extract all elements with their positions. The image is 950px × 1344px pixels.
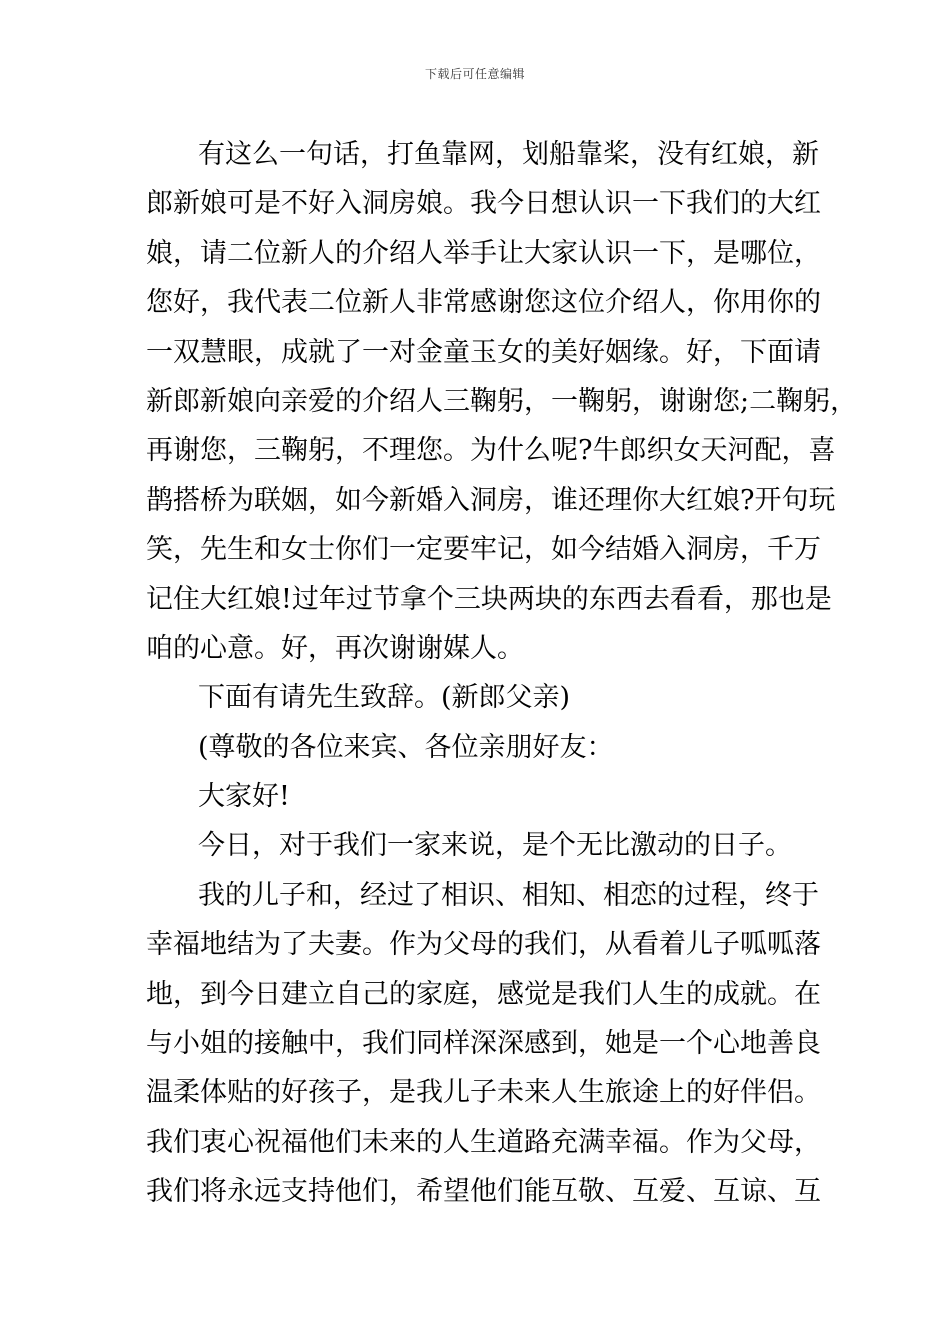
page-header: 下载后可任意编辑 bbox=[424, 67, 525, 81]
text-line: 有这么一句话，打鱼靠网，划船靠桨，没有红娘，新 bbox=[198, 139, 819, 170]
text-line: 再谢您，三鞠躬，不理您。为什么呢?牛郎织女天河配，喜 bbox=[146, 435, 836, 467]
text-line: 记住大红娘!过年过节拿个三块两块的东西去看看，那也是 bbox=[146, 583, 832, 615]
text-line: 大家好! bbox=[198, 781, 290, 813]
text-line: 您好，我代表二位新人非常感谢您这位介绍人，你用你的 bbox=[146, 287, 821, 319]
text-line: 一双慧眼，成就了一对金童玉女的美好姻缘。好，下面请 bbox=[146, 336, 821, 368]
text-line: 娘，请二位新人的介绍人举手让大家认识一下，是哪位， bbox=[146, 237, 821, 269]
text-line: 地，到今日建立自己的家庭，感觉是我们人生的成就。在 bbox=[146, 978, 821, 1010]
text-line: 鹊搭桥为联姻，如今新婚入洞房，谁还理你大红娘?开句玩 bbox=[146, 484, 836, 516]
text-line: 郎新娘可是不好入洞房娘。我今日想认识一下我们的大红 bbox=[146, 188, 821, 220]
document-body bbox=[146, 130, 858, 1217]
text-line: 下面有请先生致辞。(新郎父亲) bbox=[198, 682, 571, 714]
text-line: 今日，对于我们一家来说，是个无比激动的日子。 bbox=[198, 830, 792, 862]
text-line: 咱的心意。好，再次谢谢媒人。 bbox=[146, 632, 524, 664]
text-line: 我们衷心祝福他们未来的人生道路充满幸福。作为父母， bbox=[146, 1126, 821, 1158]
text-line: 我的儿子和，经过了相识、相知、相恋的过程，终于 bbox=[198, 879, 819, 911]
text-line: 我们将永远支持他们，希望他们能互敬、互爱、互谅、互 bbox=[146, 1176, 821, 1208]
text-line: 新郎新娘向亲爱的介绍人三鞠躬，一鞠躬，谢谢您;二鞠躬， bbox=[146, 385, 858, 417]
text-line: 与小姐的接触中，我们同样深深感到，她是一个心地善良 bbox=[146, 1028, 821, 1060]
text-line: 幸福地结为了夫妻。作为父母的我们，从看着儿子呱呱落 bbox=[146, 929, 821, 961]
text-line: (尊敬的各位来宾、各位亲朋好友： bbox=[198, 731, 614, 763]
text-line: 笑，先生和女士你们一定要牢记，如今结婚入洞房，千万 bbox=[146, 534, 821, 566]
text-line: 温柔体贴的好孩子，是我儿子未来人生旅途上的好伴侣。 bbox=[146, 1077, 821, 1109]
